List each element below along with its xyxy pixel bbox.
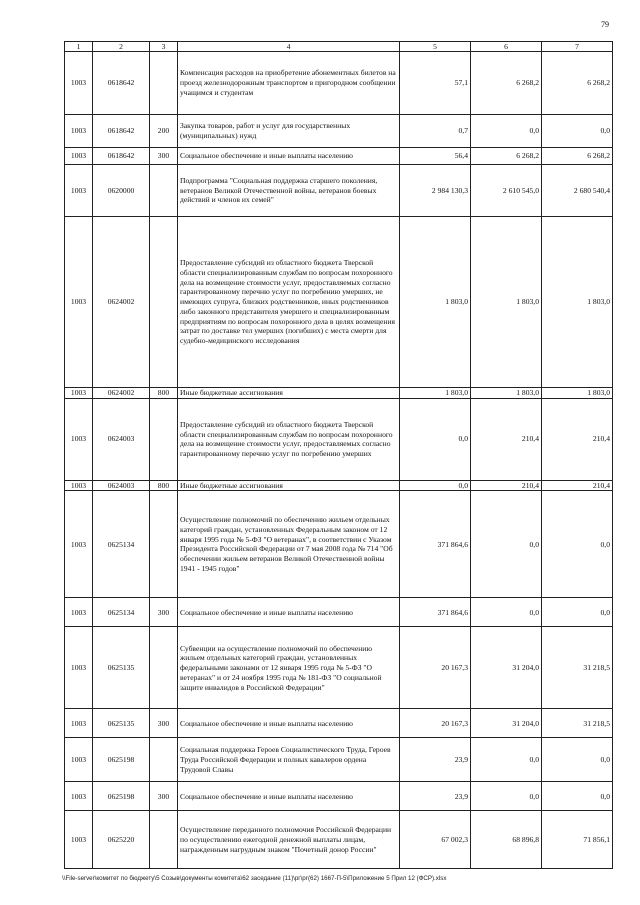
amount-year1: 0,0 xyxy=(400,480,471,491)
section-code: 1003 xyxy=(65,148,93,165)
target-article-code: 0624002 xyxy=(93,388,150,399)
section-code: 1003 xyxy=(65,398,93,480)
target-article-code: 0624003 xyxy=(93,398,150,480)
amount-year1: 57,1 xyxy=(400,52,471,115)
target-article-code: 0618642 xyxy=(93,148,150,165)
amount-year1: 20 167,3 xyxy=(400,627,471,709)
amount-year2: 31 204,0 xyxy=(471,627,542,709)
amount-year1: 0,0 xyxy=(400,398,471,480)
amount-year1: 1 803,0 xyxy=(400,388,471,399)
section-code: 1003 xyxy=(65,738,93,782)
amount-year3: 6 268,2 xyxy=(542,148,613,165)
section-code: 1003 xyxy=(65,115,93,148)
table-row xyxy=(65,738,613,782)
amount-year3: 1 803,0 xyxy=(542,388,613,399)
target-article-code: 0625134 xyxy=(93,491,150,598)
amount-year3: 0,0 xyxy=(542,598,613,627)
table-row xyxy=(65,480,613,491)
amount-year1: 371 864,6 xyxy=(400,598,471,627)
amount-year2: 210,4 xyxy=(471,398,542,480)
section-code: 1003 xyxy=(65,165,93,217)
item-description: Подпрограмма "Социальная поддержка старшего поколения, ветеранов Великой Отечественной войны, ветеранов боевых действий и членов их семей" xyxy=(178,165,400,217)
item-description: Иные бюджетные ассигнования xyxy=(178,388,400,399)
amount-year3: 0,0 xyxy=(542,782,613,811)
amount-year2: 31 204,0 xyxy=(471,709,542,738)
expense-type-code: 300 xyxy=(150,782,178,811)
target-article-code: 0620000 xyxy=(93,165,150,217)
amount-year2: 0,0 xyxy=(471,598,542,627)
expense-type-code xyxy=(150,398,178,480)
target-article-code: 0625135 xyxy=(93,709,150,738)
table-row xyxy=(65,388,613,399)
target-article-code: 0625198 xyxy=(93,738,150,782)
expense-type-code xyxy=(150,738,178,782)
target-article-code: 0624002 xyxy=(93,217,150,388)
amount-year1: 2 984 130,3 xyxy=(400,165,471,217)
item-description: Предоставление субсидий из областного бюджета Тверской области специализированным службам по вопросам похоронного дела на возмещение стоимости услуг, предоставляемых согласно гарантированному перечню услуг по погребению умерших xyxy=(178,398,400,480)
table-row xyxy=(65,217,613,388)
column-header: 4 xyxy=(178,42,400,52)
amount-year2: 0,0 xyxy=(471,115,542,148)
table-row xyxy=(65,598,613,627)
expense-type-code: 800 xyxy=(150,388,178,399)
item-description: Осуществление переданного полномочия Российской Федерации по осуществлению ежегодной денежной выплаты лицам, награжденным нагрудным знаком "Почетный донор России" xyxy=(178,811,400,869)
expense-type-code xyxy=(150,165,178,217)
expense-type-code xyxy=(150,811,178,869)
column-header: 2 xyxy=(93,42,150,52)
section-code: 1003 xyxy=(65,491,93,598)
target-article-code: 0625134 xyxy=(93,598,150,627)
amount-year2: 0,0 xyxy=(471,782,542,811)
table-row xyxy=(65,52,613,115)
amount-year3: 31 218,5 xyxy=(542,709,613,738)
page-number: 79 xyxy=(601,20,609,29)
item-description: Социальное обеспечение и иные выплаты населению xyxy=(178,709,400,738)
target-article-code: 0618642 xyxy=(93,52,150,115)
target-article-code: 0625198 xyxy=(93,782,150,811)
table-row xyxy=(65,165,613,217)
table-row xyxy=(65,148,613,165)
table-row xyxy=(65,398,613,480)
section-code: 1003 xyxy=(65,598,93,627)
amount-year3: 210,4 xyxy=(542,480,613,491)
target-article-code: 0618642 xyxy=(93,115,150,148)
expense-type-code: 300 xyxy=(150,148,178,165)
amount-year3: 210,4 xyxy=(542,398,613,480)
table-row xyxy=(65,811,613,869)
item-description: Осуществление полномочий по обеспечению жильем отдельных категорий граждан, установленных Федеральным законом от 12 января 1995 года № 5-ФЗ "О ветеранах", в соответствии с Указом Президента Российской Федерации от 7 мая 2008 года № 714 "Об обеспечении жильем ветеранов Великой Отечественной войны 1941 - 1945 годов" xyxy=(178,491,400,598)
amount-year2: 1 803,0 xyxy=(471,388,542,399)
target-article-code: 0625135 xyxy=(93,627,150,709)
amount-year3: 0,0 xyxy=(542,115,613,148)
amount-year2: 2 610 545,0 xyxy=(471,165,542,217)
section-code: 1003 xyxy=(65,627,93,709)
amount-year2: 68 896,8 xyxy=(471,811,542,869)
amount-year3: 2 680 540,4 xyxy=(542,165,613,217)
section-code: 1003 xyxy=(65,52,93,115)
amount-year1: 1 803,0 xyxy=(400,217,471,388)
amount-year3: 31 218,5 xyxy=(542,627,613,709)
column-header: 6 xyxy=(471,42,542,52)
item-description: Иные бюджетные ассигнования xyxy=(178,480,400,491)
section-code: 1003 xyxy=(65,709,93,738)
section-code: 1003 xyxy=(65,811,93,869)
target-article-code: 0625220 xyxy=(93,811,150,869)
item-description: Субвенции на осуществление полномочий по обеспечению жильем отдельных категорий граждан, установленных федеральными законами от 12 января 1995 года № 5-ФЗ "О ветеранах" и от 24 ноября 1995 года № 181-ФЗ "О социальной защите инвалидов в Российской Федерации" xyxy=(178,627,400,709)
item-description: Социальное обеспечение и иные выплаты населению xyxy=(178,148,400,165)
section-code: 1003 xyxy=(65,782,93,811)
column-header: 5 xyxy=(400,42,471,52)
expense-type-code: 300 xyxy=(150,709,178,738)
column-header: 7 xyxy=(542,42,613,52)
expense-type-code xyxy=(150,217,178,388)
expense-type-code xyxy=(150,52,178,115)
column-header: 1 xyxy=(65,42,93,52)
table-row xyxy=(65,491,613,598)
item-description: Социальная поддержка Героев Социалистического Труда, Героев Труда Российской Федерации и полных кавалеров ордена Трудовой Славы xyxy=(178,738,400,782)
item-description: Социальное обеспечение и иные выплаты населению xyxy=(178,598,400,627)
section-code: 1003 xyxy=(65,388,93,399)
column-header: 3 xyxy=(150,42,178,52)
budget-table xyxy=(64,41,613,869)
expense-type-code xyxy=(150,627,178,709)
amount-year3: 0,0 xyxy=(542,738,613,782)
amount-year1: 371 864,6 xyxy=(400,491,471,598)
expense-type-code: 200 xyxy=(150,115,178,148)
amount-year3: 6 268,2 xyxy=(542,52,613,115)
expense-type-code: 300 xyxy=(150,598,178,627)
table-row xyxy=(65,627,613,709)
table-row xyxy=(65,709,613,738)
expense-type-code xyxy=(150,491,178,598)
amount-year2: 1 803,0 xyxy=(471,217,542,388)
amount-year1: 20 167,3 xyxy=(400,709,471,738)
table-row xyxy=(65,782,613,811)
section-code: 1003 xyxy=(65,217,93,388)
target-article-code: 0624003 xyxy=(93,480,150,491)
amount-year3: 71 856,1 xyxy=(542,811,613,869)
amount-year2: 0,0 xyxy=(471,491,542,598)
amount-year1: 23,9 xyxy=(400,782,471,811)
item-description: Закупка товаров, работ и услуг для государственных (муниципальных) нужд xyxy=(178,115,400,148)
amount-year3: 1 803,0 xyxy=(542,217,613,388)
file-path-footer: \\File-server\комитет по бюджету\5 Созыв\документы комитета\62 заседание (11)\рг\рг(62) 1667-П-5\Приложение 5 Прил 12 (ФСР).xlsx xyxy=(62,875,447,882)
table-row xyxy=(65,115,613,148)
amount-year2: 210,4 xyxy=(471,480,542,491)
amount-year2: 6 268,2 xyxy=(471,148,542,165)
section-code: 1003 xyxy=(65,480,93,491)
amount-year3: 0,0 xyxy=(542,491,613,598)
amount-year1: 0,7 xyxy=(400,115,471,148)
item-description: Социальное обеспечение и иные выплаты населению xyxy=(178,782,400,811)
item-description: Предоставление субсидий из областного бюджета Тверской области специализированным службам по вопросам похоронного дела на возмещение стоимости услуг, предоставляемых согласно гарантированному перечню услуг по погребению умерших, не имеющих супруга, близких родственников, иных родственников либо законного представителя умершего и специализированным предприятиям по вопросам похоронного дела в целях возмещения затрат по доставке тел умерших (погибших) с места смерти для судебно-медицинского исследования xyxy=(178,217,400,388)
amount-year1: 23,9 xyxy=(400,738,471,782)
amount-year1: 56,4 xyxy=(400,148,471,165)
amount-year1: 67 002,3 xyxy=(400,811,471,869)
item-description: Компенсация расходов на приобретение абонементных билетов на проезд железнодорожным транспортом в пригородном сообщении учащимся и студентам xyxy=(178,52,400,115)
amount-year2: 6 268,2 xyxy=(471,52,542,115)
expense-type-code: 800 xyxy=(150,480,178,491)
column-number-row xyxy=(65,42,613,52)
amount-year2: 0,0 xyxy=(471,738,542,782)
